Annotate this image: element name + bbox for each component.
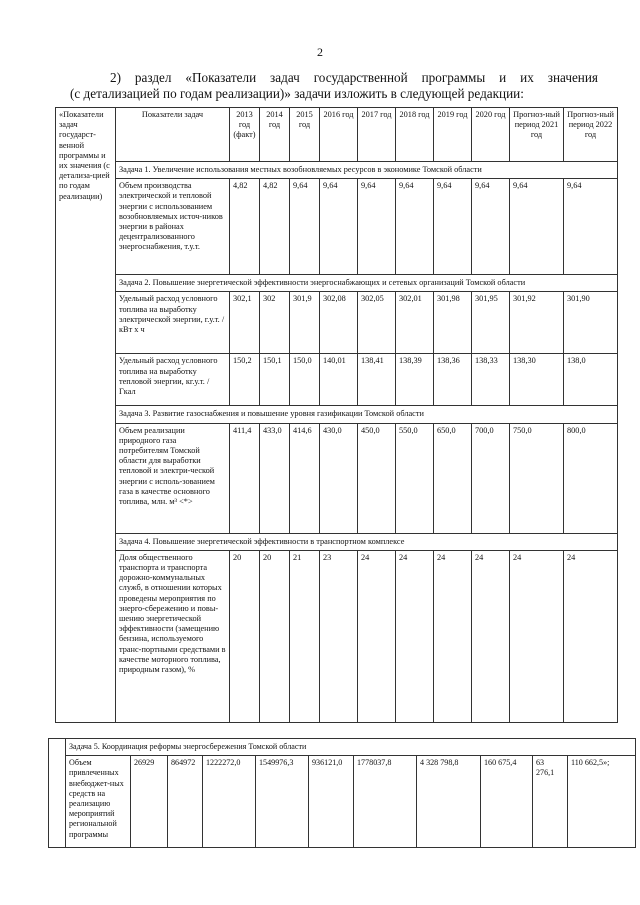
value-cell: 800,0 bbox=[564, 423, 618, 533]
value-cell: 750,0 bbox=[510, 423, 564, 533]
header-cell: 2015 год bbox=[290, 108, 320, 162]
value-cell: 1549976,3 bbox=[256, 756, 309, 848]
task-3-heading: Задача 3. Развитие газоснабжения и повышение уровня газификации Томской области bbox=[116, 406, 618, 423]
header-cell: Прогноз-ный период 2022 год bbox=[564, 108, 618, 162]
indicator-name: Объем производства электрической и тепловой энергии с использованием возобновляемых источ-ников энергии в районах децентрализованного энергоснабжения, т.у.т. bbox=[116, 179, 230, 275]
value-cell: 1222272,0 bbox=[203, 756, 256, 848]
value-cell: 700,0 bbox=[472, 423, 510, 533]
value-cell: 150,1 bbox=[260, 354, 290, 406]
intro-line-1: 2) раздел «Показатели задач государственной программы и их значения bbox=[110, 70, 598, 85]
value-cell: 301,9 bbox=[290, 292, 320, 354]
blank-margin-cell bbox=[49, 739, 66, 848]
header-cell: 2013 год (факт) bbox=[230, 108, 260, 162]
value-cell: 110 662,5»; bbox=[568, 756, 636, 848]
header-cell: 2020 год bbox=[472, 108, 510, 162]
header-cell: 2019 год bbox=[434, 108, 472, 162]
indicator-name: Объем привлеченных внебюджет-ных средств на реализацию мероприятий региональной программы bbox=[66, 756, 131, 848]
indicator-name: Объем реализации природного газа потребителям Томской области для выработки тепловой и электри-ческой энергии с исполь-зованием газа в качестве основного топлива, млн. м³ <*> bbox=[116, 423, 230, 533]
table-row bbox=[56, 354, 618, 406]
intro-paragraph bbox=[70, 70, 598, 102]
value-cell: 24 bbox=[564, 550, 618, 722]
value-cell: 138,41 bbox=[358, 354, 396, 406]
value-cell: 4 328 798,8 bbox=[417, 756, 481, 848]
value-cell: 650,0 bbox=[434, 423, 472, 533]
task-5-heading: Задача 5. Координация реформы энергосбережения Томской области bbox=[66, 739, 636, 756]
value-cell: 24 bbox=[396, 550, 434, 722]
value-cell: 4,82 bbox=[230, 179, 260, 275]
value-cell: 4,82 bbox=[260, 179, 290, 275]
header-row bbox=[56, 108, 618, 162]
value-cell: 63 276,1 bbox=[533, 756, 568, 848]
task-4-heading: Задача 4. Повышение энергетической эффективности в транспортном комплексе bbox=[116, 533, 618, 550]
value-cell: 450,0 bbox=[358, 423, 396, 533]
value-cell: 302 bbox=[260, 292, 290, 354]
value-cell: 430,0 bbox=[320, 423, 358, 533]
value-cell: 150,2 bbox=[230, 354, 260, 406]
value-cell: 138,33 bbox=[472, 354, 510, 406]
value-cell: 9,64 bbox=[396, 179, 434, 275]
value-cell: 20 bbox=[260, 550, 290, 722]
side-label: «Показатели задач государст-венной программы и их значения (с детализа-цией по годам реализации) bbox=[56, 108, 116, 723]
value-cell: 150,0 bbox=[290, 354, 320, 406]
value-cell: 140,01 bbox=[320, 354, 358, 406]
value-cell: 302,1 bbox=[230, 292, 260, 354]
header-cell: 2017 год bbox=[358, 108, 396, 162]
task-2-heading: Задача 2. Повышение энергетической эффективности энергоснабжающих и сетевых организаций Томской области bbox=[116, 275, 618, 292]
value-cell: 9,64 bbox=[434, 179, 472, 275]
value-cell: 302,08 bbox=[320, 292, 358, 354]
value-cell: 24 bbox=[434, 550, 472, 722]
header-cell: 2018 год bbox=[396, 108, 434, 162]
value-cell: 433,0 bbox=[260, 423, 290, 533]
header-cell: 2014 год bbox=[260, 108, 290, 162]
value-cell: 301,98 bbox=[434, 292, 472, 354]
task-row bbox=[56, 162, 618, 179]
task-5-table bbox=[48, 738, 636, 848]
task-1-heading: Задача 1. Увеличение использования местных возобновляемых ресурсов в экономике Томской области bbox=[116, 162, 618, 179]
value-cell: 9,64 bbox=[320, 179, 358, 275]
value-cell: 414,6 bbox=[290, 423, 320, 533]
indicator-name: Удельный расход условного топлива на выработку электрической энергии, г.у.т. / кВт х ч bbox=[116, 292, 230, 354]
value-cell: 138,39 bbox=[396, 354, 434, 406]
indicator-name: Удельный расход условного топлива на выработку тепловой энергии, кг.у.т. / Гкал bbox=[116, 354, 230, 406]
value-cell: 550,0 bbox=[396, 423, 434, 533]
value-cell: 302,05 bbox=[358, 292, 396, 354]
value-cell: 23 bbox=[320, 550, 358, 722]
value-cell: 411,4 bbox=[230, 423, 260, 533]
value-cell: 864972 bbox=[168, 756, 203, 848]
table-row bbox=[56, 550, 618, 722]
value-cell: 9,64 bbox=[472, 179, 510, 275]
value-cell: 9,64 bbox=[358, 179, 396, 275]
table-row bbox=[56, 423, 618, 533]
task-row bbox=[49, 739, 636, 756]
task-row bbox=[56, 406, 618, 423]
value-cell: 160 675,4 bbox=[481, 756, 533, 848]
value-cell: 301,95 bbox=[472, 292, 510, 354]
value-cell: 24 bbox=[358, 550, 396, 722]
value-cell: 138,30 bbox=[510, 354, 564, 406]
value-cell: 138,36 bbox=[434, 354, 472, 406]
value-cell: 301,90 bbox=[564, 292, 618, 354]
value-cell: 138,0 bbox=[564, 354, 618, 406]
value-cell: 24 bbox=[472, 550, 510, 722]
value-cell: 9,64 bbox=[290, 179, 320, 275]
value-cell: 301,92 bbox=[510, 292, 564, 354]
intro-line-2: (с детализацией по годам реализации)» задачи изложить в следующей редакции: bbox=[70, 86, 524, 101]
task-row bbox=[56, 275, 618, 292]
value-cell: 1778037,8 bbox=[354, 756, 417, 848]
table-row bbox=[49, 756, 636, 848]
value-cell: 24 bbox=[510, 550, 564, 722]
value-cell: 302,01 bbox=[396, 292, 434, 354]
value-cell: 9,64 bbox=[564, 179, 618, 275]
page-number: 2 bbox=[317, 45, 323, 59]
value-cell: 9,64 bbox=[510, 179, 564, 275]
task-row bbox=[56, 533, 618, 550]
table-row bbox=[56, 292, 618, 354]
indicators-table bbox=[55, 107, 618, 723]
value-cell: 20 bbox=[230, 550, 260, 722]
table-row bbox=[56, 179, 618, 275]
header-cell: Прогноз-ный период 2021 год bbox=[510, 108, 564, 162]
indicator-name: Доля общественного транспорта и транспорта дорожно-коммунальных служб, в отношении которых проведены мероприятия по энерго-сбережению и повы-шению энергетической эффективности (замещению бензина, используемого транс-портными средствами в качестве моторного топлива, природным газом), % bbox=[116, 550, 230, 722]
value-cell: 21 bbox=[290, 550, 320, 722]
header-cell: 2016 год bbox=[320, 108, 358, 162]
value-cell: 26929 bbox=[131, 756, 168, 848]
value-cell: 936121,0 bbox=[309, 756, 354, 848]
header-cell: Показатели задач bbox=[116, 108, 230, 162]
